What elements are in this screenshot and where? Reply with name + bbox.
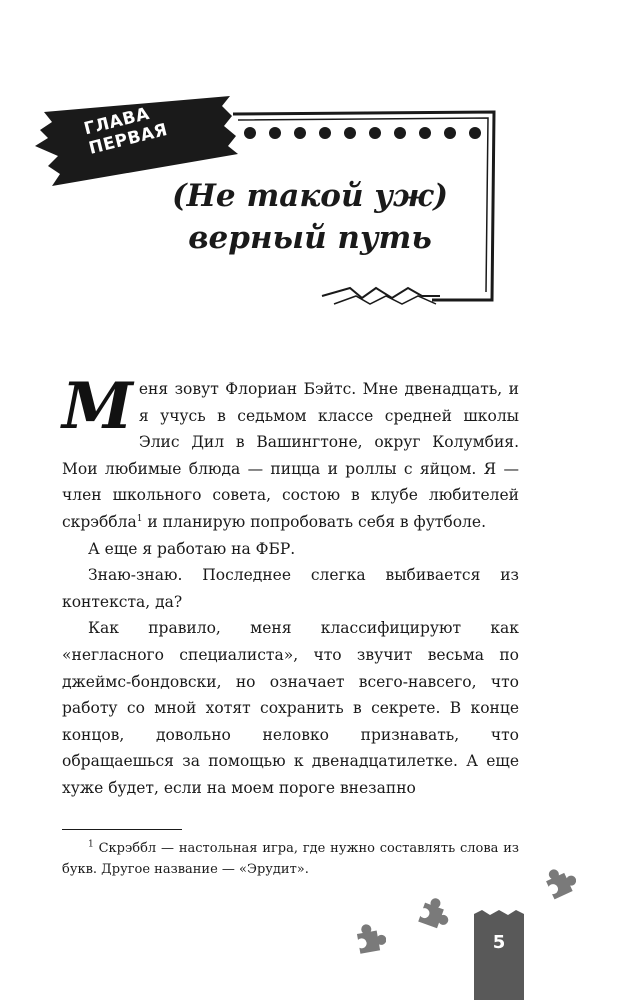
paragraph-1-end: и планирую попробовать себя в футболе. [142, 512, 486, 531]
drop-cap: М [62, 369, 133, 444]
puzzle-piece-icon [542, 866, 576, 900]
page-number: 5 [492, 932, 506, 953]
footnote [62, 838, 519, 880]
body-text [62, 369, 519, 802]
footnote-marker: 1 [88, 839, 94, 850]
paragraph-1 [62, 369, 519, 536]
footnote-ref: 1 [136, 513, 143, 524]
chapter-title-line1: (Не такой уж) [171, 178, 449, 214]
paragraph-4: Как правило, меня классифицируют как «негласного специалиста», что звучит весьма по джеймс-бондовски, но означает всего-навсего, что работу со мной хотят сохранить в секрете. В конце концов, довольно неловко признавать, что обращаешься за помощью к двенадцатилетке. А еще хуже будет, если на моем пороге внезапно [62, 619, 519, 797]
paragraph-1-text: еня зовут Флориан Бэйтс. Мне двенадцать, и я учусь в седьмом классе средней школы Элис Дил в Вашингтоне, округ Колумбия. Мои любимые блюда — пицца и роллы с яйцом. Я — член школьного совета, состою в клубе любителей скрэббла [62, 380, 519, 531]
paragraph-2: А еще я работаю на ФБР. [88, 539, 296, 558]
dots-decoration [244, 127, 481, 139]
chapter-label: ГЛАВА ПЕРВАЯ [82, 103, 170, 159]
chapter-title [140, 175, 480, 259]
page-tab [474, 910, 524, 1000]
footnote-text: Скрэббл — настольная игра, где нужно составлять слова из букв. Другое название — «Эрудит». [62, 841, 519, 877]
puzzle-piece-icon [352, 922, 386, 956]
puzzle-piece-icon [416, 896, 450, 930]
paragraph-3: Знаю-знаю. Последнее слегка выбивается из контекста, да? [62, 566, 519, 611]
chapter-header [0, 0, 619, 320]
footnote-rule [62, 829, 182, 830]
chapter-title-line2: верный путь [188, 220, 432, 256]
chapter-frame [0, 0, 619, 320]
